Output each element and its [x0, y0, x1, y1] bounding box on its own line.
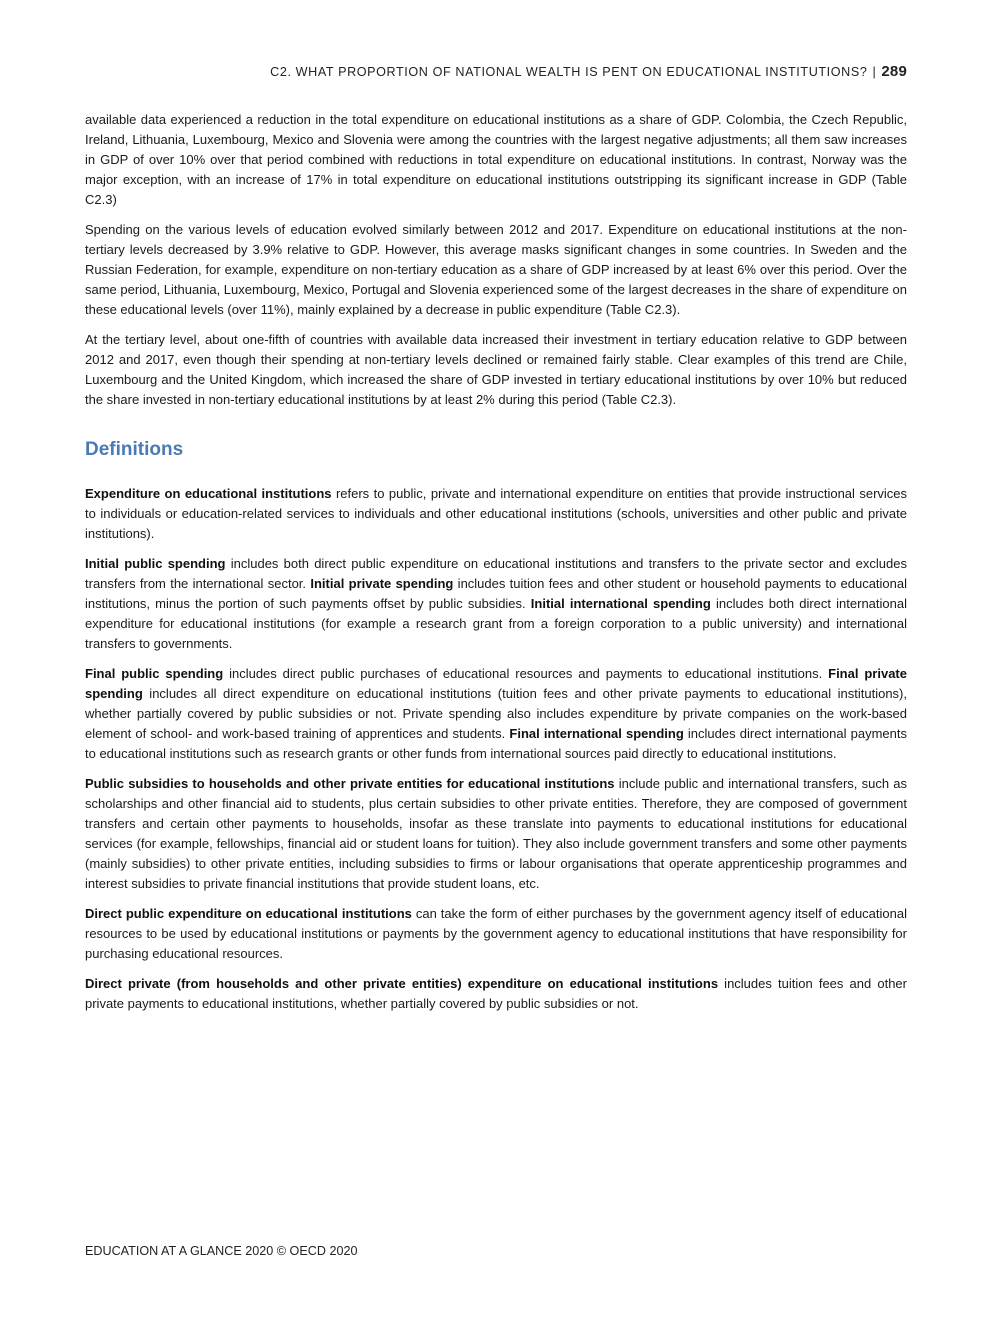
body-paragraph-2: Spending on the various levels of education evolved similarly between 2012 and 2017. Expenditure on educational institutions at the non-tertiary levels decreased by 3.9% relative to GDP. However, this average masks significant changes in some countries. In Sweden and the Russian Federation, for example, expenditure on non-tertiary education as a share of GDP increased by at least 6% over this period. Over the same period, Lithuania, Luxembourg, Mexico, Portugal and Slovenia experienced some of the largest decreases in the share of expenditure on these educational levels (over 11%), mainly explained by a decrease in public expenditure (Table C2.3).	[85, 222, 907, 317]
definition-term: Direct private (from households and other private entities) expenditure on educational institutions	[85, 976, 719, 991]
definition-initial-spending	[85, 554, 907, 654]
section-heading-definitions: Definitions	[85, 439, 184, 460]
body-paragraph-1: available data experienced a reduction in the total expenditure on educational institutions as a share of GDP. Colombia, the Czech Republic, Ireland, Lithuania, Luxembourg, Mexico and Slovenia were among the countries with the largest negative adjustments; all them saw increases in GDP of over 10% over that period combined with reductions in total expenditure on educational institutions. In contrast, Norway was the major exception, with an increase of 17% in total expenditure on educational institutions outstripping its significant increase in GDP (Table C2.3)	[85, 112, 907, 207]
definition-term: Initial public spending	[85, 556, 226, 571]
definition-text: can take the form of either purchases by the government agency itself of educational resources to be used by educational institutions or payments by the government agency to educational institutions that have responsibility for purchasing educational resources.	[85, 906, 907, 961]
definition-text: includes direct international payments to educational institutions such as research grants or other funds from international sources paid directly to educational institutions.	[85, 726, 907, 761]
definition-term: Final international spending	[509, 726, 684, 741]
definition-term: Initial international spending	[530, 596, 711, 611]
definition-term: Initial private spending	[310, 576, 454, 591]
definition-direct-private	[85, 974, 907, 1014]
page-number: 289	[881, 63, 907, 80]
definition-text: includes both direct public expenditure on educational institutions and transfers to the private sector and excludes transfers from the international sector.	[85, 556, 907, 591]
definition-direct-public	[85, 904, 907, 964]
page-content	[85, 110, 907, 1024]
definition-text: includes tuition fees and other private payments to educational institutions, whether partially covered by public subsidies or not.	[85, 976, 907, 1011]
definition-text: includes both direct international expenditure for educational institutions (for example a research grant from a foreign corporation to a public university) and international transfers to governments.	[85, 596, 907, 651]
body-paragraph-3: At the tertiary level, about one-fifth of countries with available data increased their investment in tertiary education relative to GDP between 2012 and 2017, even though their spending at non-tertiary levels declined or remained fairly stable. Clear examples of this trend are Chile, Luxembourg and the United Kingdom, which increased the share of GDP invested in tertiary educational institutions by over 10% but reduced the share invested in non-tertiary educational institutions by at least 2% during this period (Table C2.3).	[85, 332, 907, 407]
page-footer: EDUCATION AT A GLANCE 2020 © OECD 2020	[85, 1244, 358, 1258]
definition-text: includes direct public purchases of educational resources and payments to educational institutions.	[223, 666, 829, 681]
definition-term: Public subsidies to households and other private entities for educational institutions	[85, 776, 615, 791]
definition-text: refers to public, private and international expenditure on entities that provide instructional services to individuals or education-related services to individuals and other educational institutions (schools, universities and other public and private institutions).	[85, 486, 908, 541]
definition-term: Direct public expenditure on educational institutions	[85, 906, 412, 921]
definition-term: Final private spending	[85, 666, 907, 701]
definition-final-spending	[85, 664, 907, 764]
definition-term: Expenditure on educational institutions	[85, 486, 332, 501]
running-header	[270, 63, 907, 80]
definition-text: includes all direct expenditure on educational institutions (tuition fees and other private payments to educational institutions), whether partially covered by public subsidies or not. Private spending also includes expenditure by private companies on the work-based element of school- and work-based training of apprentices and students.	[85, 686, 907, 741]
definition-expenditure	[85, 484, 907, 544]
definition-term: Final public spending	[85, 666, 224, 681]
chapter-title: C2. WHAT PROPORTION OF NATIONAL WEALTH IS PENT ON EDUCATIONAL INSTITUTIONS?	[270, 65, 868, 79]
header-separator: |	[872, 65, 877, 79]
definition-public-subsidies	[85, 774, 907, 894]
definition-text: include public and international transfers, such as scholarships and other financial aid to students, plus certain subsidies to other private entities. Therefore, they are composed of government transfers and certain other payments to households, insofar as these translate into payments to educational institutions for educational services (for example, fellowships, financial aid or student loans for tuition). They also include government transfers and some other payments (mainly subsidies) to other private entities, including subsidies to firms or labour organisations that operate apprenticeship programmes and interest subsidies to private financial institutions that provide student loans, etc.	[85, 776, 907, 891]
definition-text: includes tuition fees and other student or household payments to educational institutions, minus the portion of such payments offset by public subsidies.	[85, 576, 908, 611]
